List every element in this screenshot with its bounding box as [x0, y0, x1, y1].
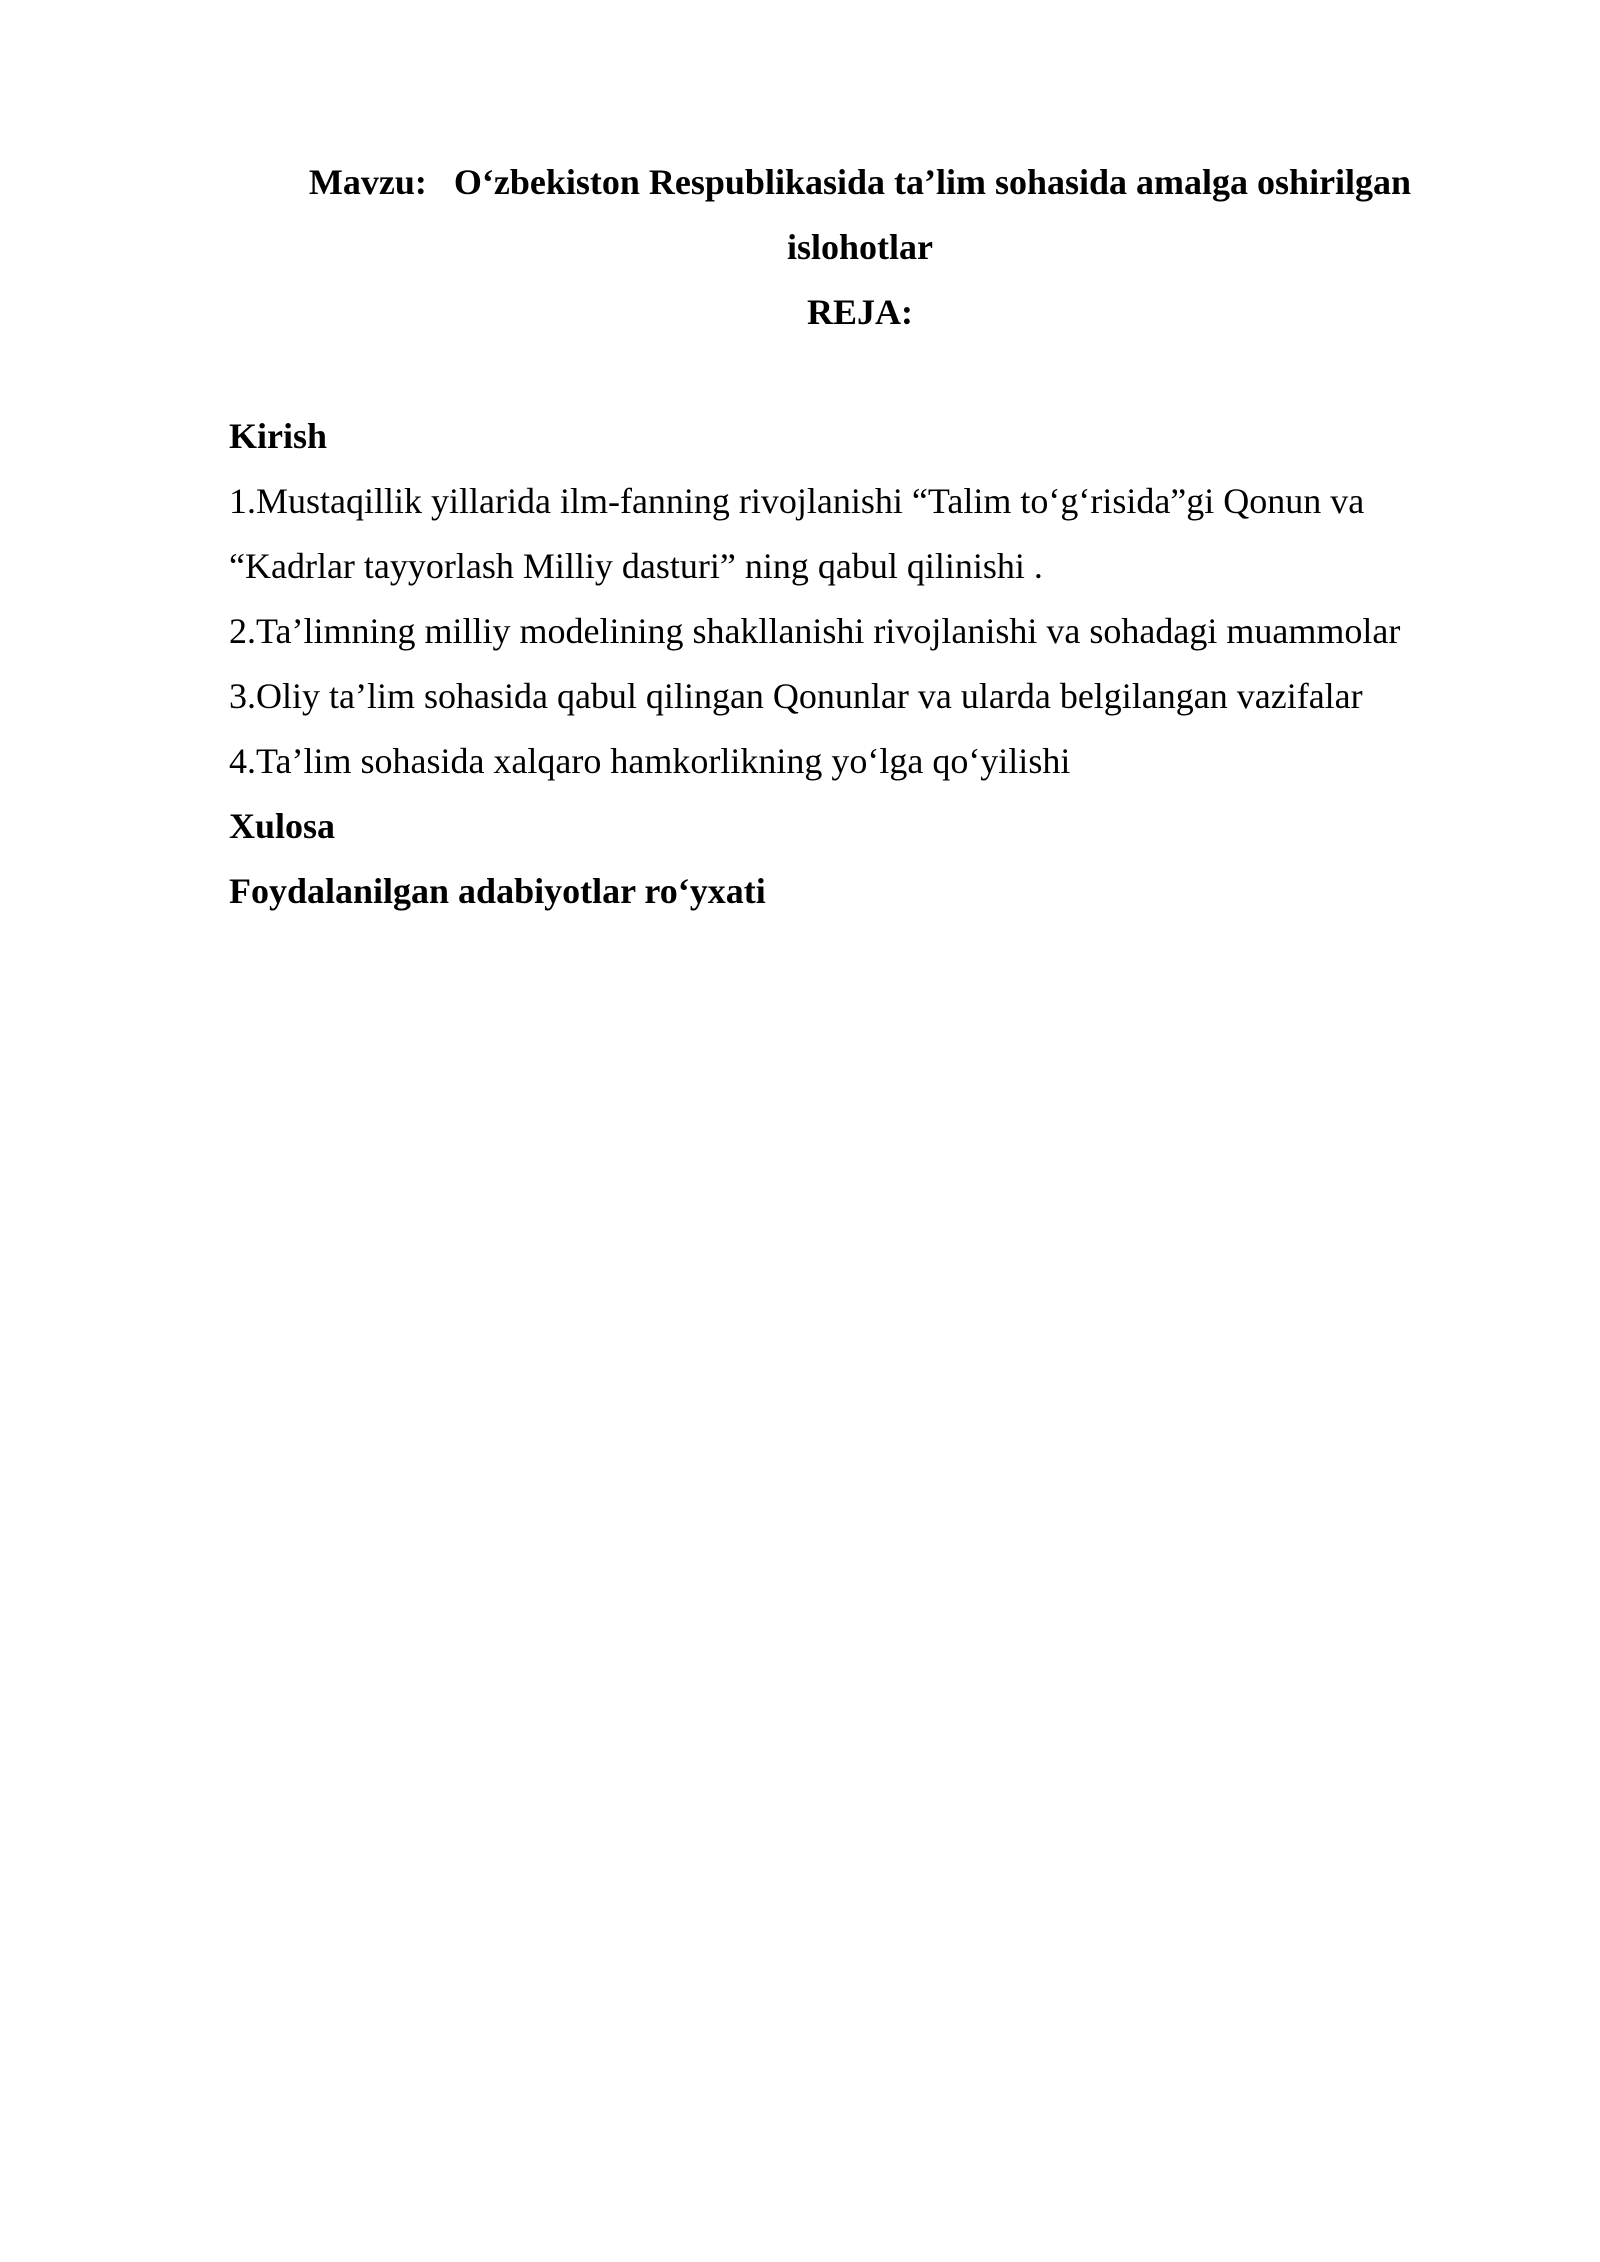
plan-item-1b: “Kadrlar tayyorlash Milliy dasturi” ning qabul qilinishi .: [229, 546, 1043, 586]
plan-intro: Kirish: [229, 416, 328, 456]
topic-title: O‘zbekiston Respublikasida ta’lim sohasida amalga oshirilgan: [453, 162, 1412, 202]
plan-item-4: 4.Ta’lim sohasida xalqaro hamkorlikning yo‘lga qo‘yilishi: [229, 741, 1071, 781]
plan-item-2: 2.Ta’limning milliy modelining shakllanishi rivojlanishi va sohadagi muammolar: [229, 611, 1401, 651]
plan-list: [229, 404, 1529, 924]
topic-title-line-2: islohotlar: [786, 227, 933, 267]
topic-prefix: Mavzu:: [308, 162, 427, 202]
title-block: [230, 150, 1490, 345]
topic-title-line-1: [230, 150, 1490, 215]
plan-references: Foydalanilgan adabiyotlar ro‘yxati: [229, 871, 766, 911]
plan-item-1a: 1.Mustaqillik yillarida ilm-fanning rivojlanishi “Talim to‘g‘risida”gi Qonun va: [229, 481, 1365, 521]
plan-item-3: 3.Oliy ta’lim sohasida qabul qilingan Qonunlar va ularda belgilangan vazifalar: [229, 676, 1363, 716]
plan-heading: REJA:: [807, 292, 913, 332]
plan-conclusion: Xulosa: [229, 806, 336, 846]
